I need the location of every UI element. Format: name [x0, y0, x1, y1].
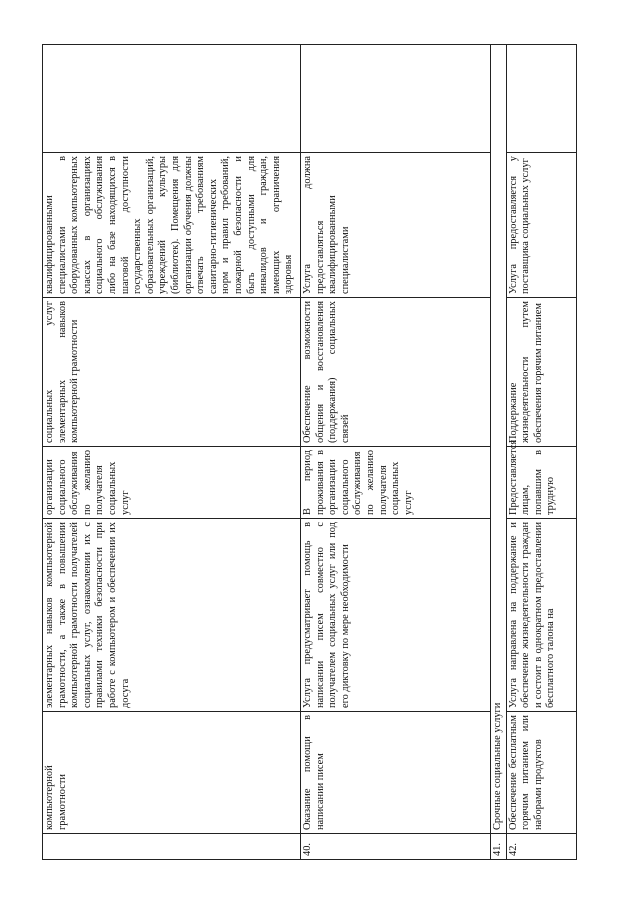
services-table	[42, 44, 577, 860]
section-row	[491, 45, 507, 860]
rotated-page	[42, 45, 592, 860]
row-number: 41.	[491, 834, 507, 860]
row-number: 42.	[506, 834, 576, 860]
service-terms: организации социального обслуживания по желанию получателя социальных услуг	[43, 447, 301, 519]
service-name: Оказание помощи в написании писем	[301, 712, 491, 834]
row-number	[43, 834, 301, 860]
service-terms: В период проживания в организации социального обслуживания по желанию получателя социальных услуг	[301, 447, 491, 519]
empty-cell	[506, 45, 576, 153]
table-row	[43, 45, 301, 860]
service-goal: Поддержание жизнедеятельности путем обеспечения горячим питанием	[506, 298, 576, 447]
service-description: Услуга направлена на поддержание и обеспечение жизнедеятельности граждан и состоит в однократном предоставлении бесплатного талона на	[506, 519, 576, 712]
service-terms: Предоставляется лицам, попавшим в трудную	[506, 447, 576, 519]
service-goal: Обеспечение возможности общения и восстановления (поддержания) социальных связей	[301, 298, 491, 447]
empty-cell	[43, 45, 301, 153]
service-conditions: Услуга должна предоставляться квалифицированными специалистами	[301, 153, 491, 298]
service-conditions: Услуга предоставляется у поставщика социальных услуг	[506, 153, 576, 298]
service-name: Обеспечение бесплатным горячим питанием или наборами продуктов	[506, 712, 576, 834]
empty-cell	[301, 45, 491, 153]
table-row	[301, 45, 491, 860]
service-conditions: квалифицированными специалистами в оборудованных компьютерных классах в организациях социального обслуживания либо на базе находящихся в шаговой доступности государственных образовательных организаций, учреждений культуры (библиотек). Помещения для организации обучения должны отвечать требованиям санитарно-гигиенических норм и правил требований, пожарной безопасности и быть доступными для инвалидов и граждан, имеющих ограничения здоровья	[43, 153, 301, 298]
service-description: Услуга предусматривает помощь в написании писем совместно с получателем социальных услуг или под его диктовку по мере необходимости	[301, 519, 491, 712]
section-title: Срочные социальные услуги	[491, 45, 507, 834]
service-description: элементарных навыков компьютерной грамотности, а также в повышении компьютерной грамотности получателей социальных услуг, ознакомлении их с правилами техники безопасности при работе с компьютером и обеспечении их досуга	[43, 519, 301, 712]
table-row	[506, 45, 576, 860]
row-number: 40.	[301, 834, 491, 860]
service-goal: социальных услуг элементарных навыков компьютерной грамотности	[43, 298, 301, 447]
service-name: компьютерной грамотности	[43, 712, 301, 834]
